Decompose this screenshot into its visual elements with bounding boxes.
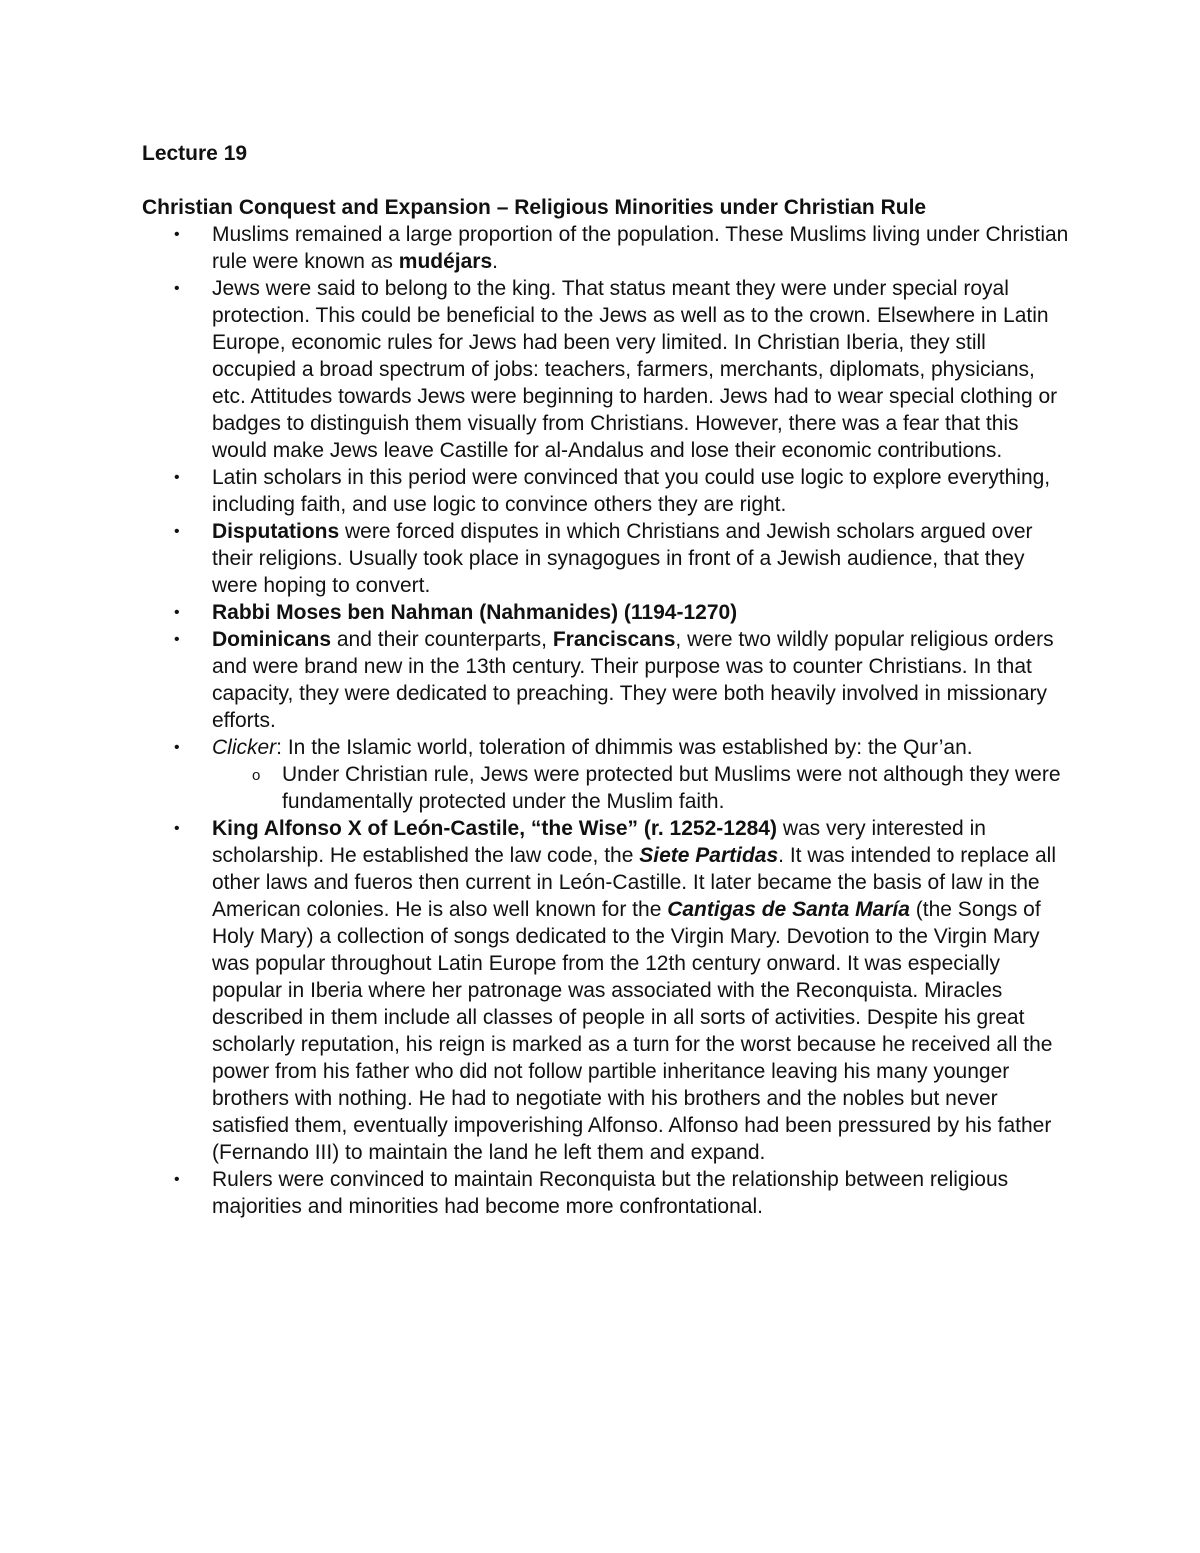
item-bold-term: Dominicans (212, 628, 332, 651)
item-bold-term: Disputations (212, 520, 340, 543)
item-bold-term: Franciscans (552, 628, 676, 651)
sub-bullet-icon: o (252, 767, 261, 784)
sub-list (212, 761, 1072, 815)
item-text: Under Christian rule, Jews were protected but Muslims were not although they were fundamentally protected under the Muslim faith. (282, 763, 1061, 813)
item-text: Latin scholars in this period were convinced that you could use logic to explore everything, including faith, and use logic to convince others they are right. (212, 466, 1051, 516)
list-item (142, 518, 1072, 599)
item-text: Muslims remained a large proportion of the population. These Muslims living under Christian rule were known as (212, 223, 1069, 273)
sub-list-item (212, 761, 1072, 815)
list-item (142, 1166, 1072, 1220)
item-text: : In the Islamic world, toleration of dhimmis was established by: the Qur’an. (276, 736, 973, 759)
item-text: . It was intended to replace all other laws and fueros then current in León-Castille. It later became the basis of law in the American colonies. He is also well known for the (212, 844, 1056, 921)
item-text: . (492, 250, 498, 273)
bullet-icon: • (174, 631, 180, 648)
bullet-list (142, 221, 1072, 1220)
list-item (142, 464, 1072, 518)
item-italic-term: Clicker (212, 736, 277, 759)
item-bold-italic-term: Siete Partidas (639, 844, 779, 867)
bullet-icon: • (174, 280, 180, 297)
bullet-icon: • (174, 604, 180, 621)
list-item (142, 221, 1072, 275)
item-text: was very interested in scholarship. He established the law code, the (212, 817, 986, 867)
list-item (142, 275, 1072, 464)
item-text: Rulers were convinced to maintain Reconquista but the relationship between religious majorities and minorities had become more confrontational. (212, 1168, 1009, 1218)
blank-line (142, 167, 1072, 194)
bullet-icon: • (174, 469, 180, 486)
bullet-icon: • (174, 1171, 180, 1188)
item-bold-term: Rabbi Moses ben Nahman (Nahmanides) (1194-1270) (212, 601, 738, 624)
section-heading: Christian Conquest and Expansion – Religious Minorities under Christian Rule (142, 196, 927, 219)
item-text: and their counterparts, (331, 628, 553, 651)
item-bold-term: mudéjars (398, 250, 493, 273)
lecture-title: Lecture 19 (142, 142, 248, 165)
item-text: were forced disputes in which Christians and Jewish scholars argued over their religions. Usually took place in synagogues in front of a Jewish audience, that they were hoping to convert. (212, 520, 1033, 597)
item-bold-italic-term: Cantigas de Santa María (667, 898, 910, 921)
item-text: Jews were said to belong to the king. That status meant they were under special royal protection. This could be beneficial to the Jews as well as to the crown. Elsewhere in Latin Europe, economic rules for Jews had been very limited. In Christian Iberia, they still occupied a broad spectrum of jobs: teachers, farmers, merchants, diplomats, physicians, etc. Attitudes towards Jews were beginning to harden. Jews had to wear special clothing or badges to distinguish them visually from Christians. However, there was a fear that this would make Jews leave Castille for al-Andalus and lose their economic contributions. (212, 277, 1058, 462)
item-text: (the Songs of Holy Mary) a collection of songs dedicated to the Virgin Mary. Devotion to the Virgin Mary was popular throughout Latin Europe from the 12th century onward. It was especially popular in Iberia where her patronage was associated with the Reconquista. Miracles described in them include all classes of people in all sorts of activities. Despite his great scholarly reputation, his reign is marked as a turn for the worst because he received all the power from his father who did not follow partible inheritance leaving his many younger brothers with nothing. He had to negotiate with his brothers and the nobles but never satisfied them, eventually impoverishing Alfonso. Alfonso had been pressured by his father (Fernando III) to maintain the land he left them and expand. (212, 898, 1053, 1164)
bullet-icon: • (174, 739, 180, 756)
list-item (142, 734, 1072, 815)
bullet-icon: • (174, 820, 180, 837)
bullet-icon: • (174, 523, 180, 540)
list-item (142, 626, 1072, 734)
bullet-icon: • (174, 226, 180, 243)
list-item (142, 599, 1072, 626)
item-text: , were two wildly popular religious orders and were brand new in the 13th century. Their purpose was to counter Christians. In that capacity, they were dedicated to preaching. They were both heavily involved in missionary efforts. (212, 628, 1054, 732)
item-bold-term: King Alfonso X of León-Castile, “the Wise” (r. 1252-1284) (212, 817, 777, 840)
list-item (142, 815, 1072, 1166)
document-page (142, 140, 1072, 1220)
